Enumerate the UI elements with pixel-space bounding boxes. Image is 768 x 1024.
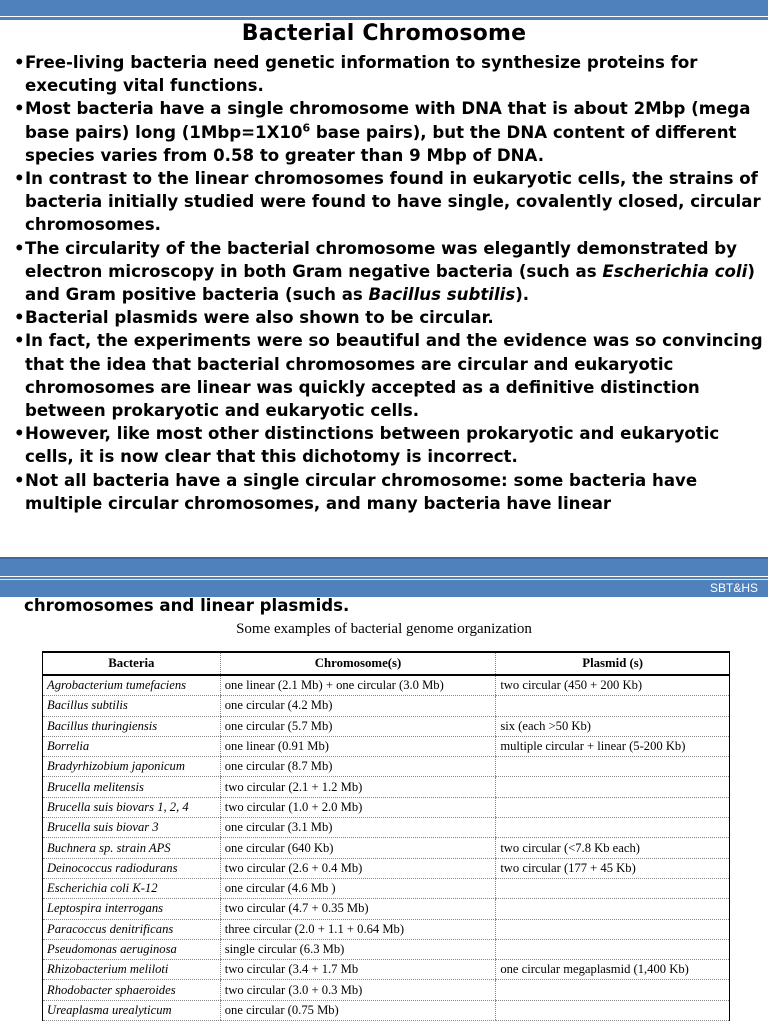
bullet-text: In fact, the experiments were so beautiful and the evidence was so convincing that the idea that bacterial chromosomes are circular and eukaryotic chromosomes are linear was quickly accepted as a definitive distinction between prokaryotic and eukaryotic cells. bbox=[25, 331, 763, 421]
bacteria-cell: Buchnera sp. strain APS bbox=[43, 838, 221, 858]
bullet-item bbox=[14, 237, 766, 307]
table-row bbox=[43, 716, 730, 736]
chromosome-cell: one circular (4.2 Mb) bbox=[220, 696, 496, 716]
table-header-row bbox=[43, 652, 730, 675]
table-row bbox=[43, 838, 730, 858]
table-row bbox=[43, 818, 730, 838]
footer-divider bbox=[0, 576, 768, 577]
bacteria-cell: Borrelia bbox=[43, 736, 221, 756]
table-row bbox=[43, 858, 730, 878]
chromosome-cell: single circular (6.3 Mb) bbox=[220, 939, 496, 959]
footer-divider bbox=[0, 579, 768, 580]
chromosome-cell: two circular (1.0 + 2.0 Mb) bbox=[220, 797, 496, 817]
top-accent-bar bbox=[0, 0, 768, 17]
plasmid-cell bbox=[496, 980, 730, 1000]
bullet-text: base pairs), but the DNA content of different species varies from 0.58 to greater than 9 Mbp of DNA. bbox=[25, 122, 737, 165]
bullet-text: In contrast to the linear chromosomes found in eukaryotic cells, the strains of bacteria initially studied were found to have single, covalently closed, circular chromosomes. bbox=[25, 169, 761, 235]
plasmid-cell bbox=[496, 899, 730, 919]
table-row bbox=[43, 757, 730, 777]
bullet-text: ) and Gram positive bacteria (such as bbox=[25, 261, 755, 305]
genome-table bbox=[42, 651, 730, 1021]
plasmid-cell: multiple circular + linear (5-200 Kb) bbox=[496, 736, 730, 756]
plasmid-cell bbox=[496, 696, 730, 716]
bacteria-cell: Rhizobacterium meliloti bbox=[43, 960, 221, 980]
bacteria-cell: Leptospira interrogans bbox=[43, 899, 221, 919]
plasmid-cell: two circular (<7.8 Kb each) bbox=[496, 838, 730, 858]
bacteria-cell: Bradyrhizobium japonicum bbox=[43, 757, 221, 777]
slide-title: Bacterial Chromosome bbox=[241, 21, 527, 46]
bacteria-cell: Deinococcus radiodurans bbox=[43, 858, 221, 878]
footer-bar bbox=[0, 557, 768, 597]
bacteria-cell: Pseudomonas aeruginosa bbox=[43, 939, 221, 959]
table-row bbox=[43, 899, 730, 919]
chromosome-cell: one circular (640 Kb) bbox=[220, 838, 496, 858]
chromosome-cell: one circular (3.1 Mb) bbox=[220, 818, 496, 838]
table-row bbox=[43, 675, 730, 696]
bacteria-cell: Brucella melitensis bbox=[43, 777, 221, 797]
footer-label: SBT&HS bbox=[709, 581, 758, 595]
plasmid-cell bbox=[496, 757, 730, 777]
table-row bbox=[43, 939, 730, 959]
bacteria-cell: Bacillus subtilis bbox=[43, 696, 221, 716]
bacteria-cell: Escherichia coli K-12 bbox=[43, 878, 221, 898]
bullet-item bbox=[14, 306, 766, 329]
column-header-plasmids: Plasmid (s) bbox=[496, 652, 730, 675]
bacteria-cell: Agrobacterium tumefaciens bbox=[43, 675, 221, 696]
bacteria-cell: Paracoccus denitrificans bbox=[43, 919, 221, 939]
table-row bbox=[43, 797, 730, 817]
bacteria-cell: Bacillus thuringiensis bbox=[43, 716, 221, 736]
superscript-exponent: 6 bbox=[302, 121, 311, 135]
chromosome-cell: two circular (3.4 + 1.7 Mb bbox=[220, 960, 496, 980]
continuation-text: chromosomes and linear plasmids. bbox=[24, 596, 350, 615]
plasmid-cell bbox=[496, 818, 730, 838]
bullet-item bbox=[14, 329, 766, 422]
plasmid-cell bbox=[496, 777, 730, 797]
bullet-item bbox=[14, 469, 766, 515]
table-row bbox=[43, 777, 730, 797]
bullet-text: Free-living bacteria need genetic information to synthesize proteins for executing vital functions. bbox=[25, 53, 698, 96]
species-name: Escherichia coli bbox=[602, 261, 748, 281]
plasmid-cell bbox=[496, 919, 730, 939]
table-caption: Some examples of bacterial genome organization bbox=[236, 621, 532, 637]
bacteria-cell: Ureaplasma urealyticum bbox=[43, 1000, 221, 1020]
bullet-item bbox=[14, 97, 766, 167]
bacteria-cell: Brucella suis biovar 3 bbox=[43, 818, 221, 838]
species-name: Bacillus subtilis bbox=[368, 285, 516, 305]
chromosome-cell: one linear (2.1 Mb) + one circular (3.0 Mb) bbox=[220, 675, 496, 696]
table-row bbox=[43, 736, 730, 756]
chromosome-cell: two circular (2.1 + 1.2 Mb) bbox=[220, 777, 496, 797]
bullet-item bbox=[14, 167, 766, 237]
plasmid-cell bbox=[496, 797, 730, 817]
chromosome-cell: two circular (2.6 + 0.4 Mb) bbox=[220, 858, 496, 878]
table-row bbox=[43, 1000, 730, 1020]
bullet-text: Most bacteria have a single chromosome with DNA that is about 2Mbp (mega base pairs) long (1Mbp=1X10 bbox=[25, 99, 751, 142]
bullet-text: The circularity of the bacterial chromosome was elegantly demonstrated by electron microscopy in both Gram negative bacteria (such as bbox=[25, 238, 737, 281]
table-row bbox=[43, 878, 730, 898]
chromosome-cell: one circular (4.6 Mb ) bbox=[220, 878, 496, 898]
chromosome-cell: one circular (0.75 Mb) bbox=[220, 1000, 496, 1020]
chromosome-cell: two circular (3.0 + 0.3 Mb) bbox=[220, 980, 496, 1000]
column-header-bacteria: Bacteria bbox=[43, 652, 221, 675]
bullet-text: ). bbox=[515, 285, 530, 305]
plasmid-cell: two circular (450 + 200 Kb) bbox=[496, 675, 730, 696]
plasmid-cell bbox=[496, 1000, 730, 1020]
table-row bbox=[43, 960, 730, 980]
bullet-text: Not all bacteria have a single circular chromosome: some bacteria have multiple circular chromosomes, and many bacteria have linear bbox=[25, 470, 698, 513]
chromosome-cell: three circular (2.0 + 1.1 + 0.64 Mb) bbox=[220, 919, 496, 939]
plasmid-cell bbox=[496, 878, 730, 898]
plasmid-cell: six (each >50 Kb) bbox=[496, 716, 730, 736]
chromosome-cell: one circular (8.7 Mb) bbox=[220, 757, 496, 777]
table-row bbox=[43, 696, 730, 716]
chromosome-cell: two circular (4.7 + 0.35 Mb) bbox=[220, 899, 496, 919]
chromosome-cell: one linear (0.91 Mb) bbox=[220, 736, 496, 756]
chromosome-cell: one circular (5.7 Mb) bbox=[220, 716, 496, 736]
bullet-text: However, like most other distinctions between prokaryotic and eukaryotic cells, it is now clear that this dichotomy is incorrect. bbox=[25, 424, 720, 467]
column-header-chromosomes: Chromosome(s) bbox=[220, 652, 496, 675]
bullet-item bbox=[14, 422, 766, 468]
table-row bbox=[43, 919, 730, 939]
table-row bbox=[43, 980, 730, 1000]
plasmid-cell: one circular megaplasmid (1,400 Kb) bbox=[496, 960, 730, 980]
bullet-item bbox=[14, 51, 766, 97]
bacteria-cell: Rhodobacter sphaeroides bbox=[43, 980, 221, 1000]
plasmid-cell: two circular (177 + 45 Kb) bbox=[496, 858, 730, 878]
bacteria-cell: Brucella suis biovars 1, 2, 4 bbox=[43, 797, 221, 817]
plasmid-cell bbox=[496, 939, 730, 959]
bullet-text: Bacterial plasmids were also shown to be circular. bbox=[25, 308, 494, 328]
bullet-list bbox=[14, 51, 766, 515]
